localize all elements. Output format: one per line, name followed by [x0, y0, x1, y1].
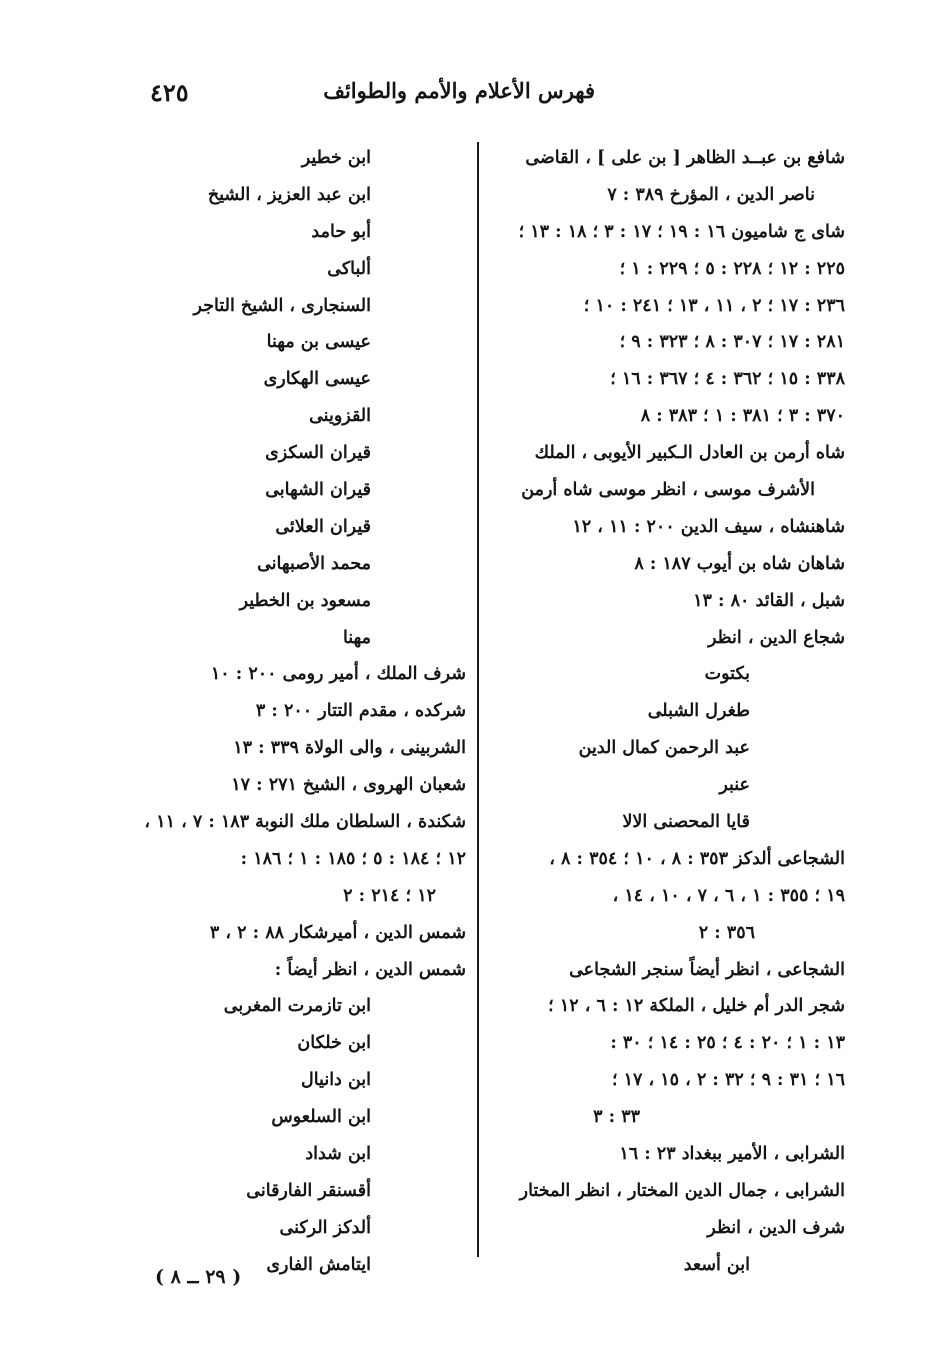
index-entry-line: شاهنشاه ، سيف الدين ٢٠٠ : ١١ ، ١٢ — [572, 516, 845, 537]
index-entry-line: ١٦ ؛ ٣١ : ٩ ؛ ٣٢ : ٢ ، ١٥ ، ١٧ ؛ — [611, 1070, 845, 1091]
index-entry-line: محمد الأصبهانى — [257, 553, 371, 574]
index-entry-line: الشربينى ، والى الولاة ٣٣٩ : ١٣ — [233, 738, 466, 759]
index-entry-line: ألدكز الركنى — [279, 1217, 371, 1238]
index-entry-line: شجاع الدين ، انظر — [708, 627, 845, 648]
index-entry-line: شمس الدين ، انظر أيضاً : — [274, 959, 466, 980]
index-entry-line: ٣٣ : ٣ — [593, 1107, 640, 1128]
index-entry-line: قيران السكزى — [265, 443, 371, 464]
index-entry-line: عيسى الهكارى — [263, 369, 371, 390]
signature-mark: ( ٢٩ ــ ٨ ) — [155, 1266, 242, 1288]
page-number: ٤٢٥ — [150, 78, 189, 107]
index-entry-line: ٢٨١ : ١٧ ؛ ٣٠٧ : ٨ ؛ ٣٢٣ : ٩ ؛ — [619, 332, 845, 353]
running-title: فهرس الأعلام والأمم والطوائف — [323, 78, 595, 103]
index-entry-line: شرف الدين ، انظر — [707, 1217, 845, 1238]
index-entry-line: ابن خلكان — [297, 1033, 371, 1054]
index-entry-line: أبو حامد — [311, 221, 371, 242]
index-entry-line: الشجاعى ألدكز ٣٥٣ : ٨ ، ١٠ ؛ ٣٥٤ : ٨ ، — [549, 848, 845, 869]
index-entry-line: شركده ، مقدم التتار ٢٠٠ : ٣ — [255, 701, 466, 722]
index-entry-line: الأشرف موسى ، انظر موسى شاه أرمن — [521, 480, 815, 501]
index-entry-line: ٣٣٨ : ١٥ ؛ ٣٦٢ : ٤ ؛ ٣٦٧ : ١٦ ؛ — [610, 369, 845, 390]
index-entry-line: ابن السلعوس — [271, 1107, 371, 1128]
index-entry-line: ١٣ : ١ ؛ ٢٠ : ٤ ؛ ٢٥ : ١٤ ؛ ٣٠ : — [610, 1033, 845, 1054]
index-entry-line: ابن شداد — [305, 1144, 371, 1165]
index-entry-line: شبل ، القائد ٨٠ : ١٣ — [693, 590, 845, 611]
index-entry-line: أقسنقر الفارقانى — [246, 1180, 371, 1201]
index-entry-line: ناصر الدين ، المؤرخ ٣٨٩ : ٧ — [607, 184, 815, 205]
index-entry-line: عنبر — [719, 775, 750, 796]
index-entry-line: ألباكى — [327, 258, 371, 279]
index-entry-line: شعبان الهروى ، الشيخ ٢٧١ : ١٧ — [231, 775, 466, 796]
index-entry-line: ابن أسعد — [683, 1254, 750, 1275]
index-entry-line: الشرابى ، جمال الدين المختار ، انظر المختار — [519, 1180, 845, 1201]
index-entry-line: ٣٧٠ : ٣ ؛ ٣٨١ : ١ ؛ ٣٨٣ : ٨ — [640, 406, 845, 427]
index-entry-line: ابن تازمرت المغربى — [223, 996, 371, 1017]
column-divider — [477, 142, 479, 1257]
index-entry-line: ابن عبد العزيز ، الشيخ — [207, 184, 371, 205]
index-entry-line: شاه أرمن بن العادل الـكبير الأيوبى ، الملك — [534, 443, 845, 464]
index-entry-line: ٢٢٥ : ١٢ ؛ ٢٢٨ : ٥ ؛ ٢٢٩ : ١ ؛ — [619, 258, 845, 279]
index-entry-line: قيران العلائى — [275, 516, 371, 537]
index-entry-line: ايتامش الفارى — [266, 1254, 371, 1275]
index-entry-line: ١٢ ؛ ١٨٤ : ٥ ؛ ١٨٥ : ١ ؛ ١٨٦ : — [240, 848, 466, 869]
index-entry-line: عيسى بن مهنا — [266, 332, 371, 353]
index-entry-line: السنجارى ، الشيخ التاجر — [193, 295, 371, 316]
index-entry-line: ٣٥٦ : ٢ — [698, 922, 755, 943]
index-entry-line: مهنا — [342, 627, 371, 648]
index-entry-line: ٢٣٦ : ١٧ ؛ ٢ ، ١١ ، ١٣ ؛ ٢٤١ : ١٠ ؛ — [583, 295, 845, 316]
index-entry-line: ابن خطير — [301, 148, 371, 168]
index-entry-line: بكتوت — [704, 664, 750, 685]
index-entry-line: مسعود بن الخطير — [239, 590, 371, 611]
index-entry-line: شرف الملك ، أمير رومى ٢٠٠ : ١٠ — [210, 664, 466, 685]
index-entry-line: ١٢ ؛ ٢١٤ : ٢ — [343, 885, 436, 906]
index-entry-line: ابن دانيال — [301, 1070, 371, 1091]
index-column-left — [96, 140, 466, 1284]
index-column-right — [480, 140, 845, 1284]
index-entry-line: ١٩ ؛ ٣٥٥ : ١ ، ٦ ، ٧ ، ١٠ ، ١٤ ، — [612, 885, 845, 906]
index-entry-line: شكندة ، السلطان ملك النوبة ١٨٣ : ٧ ، ١١ ، — [144, 812, 466, 833]
index-entry-line: شاهان شاه بن أيوب ١٨٧ : ٨ — [634, 553, 845, 574]
index-entry-line: شاى ج شاميون ١٦ : ١٩ ؛ ١٧ : ٣ ؛ ١٨ : ١٣ ؛ — [518, 221, 845, 242]
index-entry-line: القزوينى — [309, 406, 371, 427]
index-entry-line: قايا المحصنى الالا — [622, 812, 750, 833]
index-entry-line: قيران الشهابى — [265, 480, 371, 501]
page-header — [150, 78, 595, 114]
index-entry-line: الشجاعى ، انظر أيضاً سنجر الشجاعى — [569, 959, 845, 980]
index-entry-line: شافع بن عبــد الظاهر [ بن على ] ، القاضى — [525, 148, 845, 168]
index-entry-line: شجر الدر أم خليل ، الملكة ١٢ : ٦ ، ١٢ ؛ — [548, 996, 845, 1017]
index-entry-line: طغرل الشبلى — [647, 701, 750, 722]
index-entry-line: الشرابى ، الأمير ببغداد ٢٣ : ١٦ — [619, 1144, 845, 1165]
index-entry-line: عبد الرحمن كمال الدين — [578, 738, 750, 759]
index-entry-line: شمس الدين ، أميرشكار ٨٨ : ٢ ، ٣ — [209, 922, 466, 943]
